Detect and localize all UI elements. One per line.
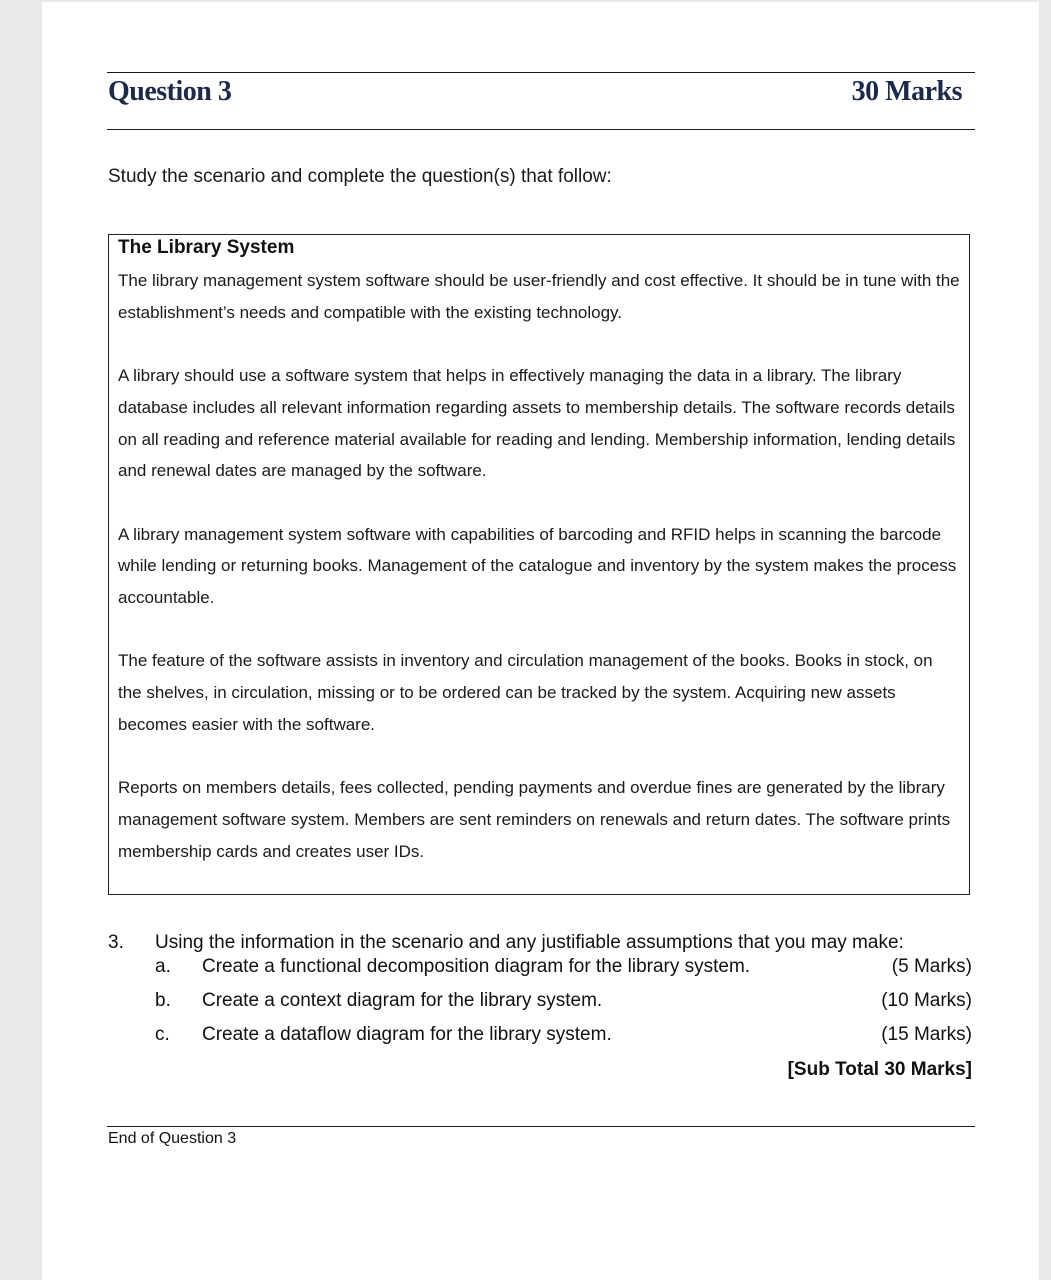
sub-question-text: Create a context diagram for the library system. xyxy=(202,990,603,1011)
sub-question-letter: c. xyxy=(155,1024,170,1045)
sub-question-text: Create a dataflow diagram for the library system. xyxy=(202,1024,612,1045)
question-title: Question 3 xyxy=(108,76,232,107)
instructions-text: Study the scenario and complete the question(s) that follow: xyxy=(108,166,612,187)
sub-question-a xyxy=(155,956,972,982)
scenario-paragraph: A library should use a software system that helps in effectively managing the data in a library. The library database includes all relevant information regarding assets to membership details. The software records details on all reading and reference material available for reading and lending. Membership information, lending details and renewal dates are managed by the software. xyxy=(118,366,956,481)
sub-question-marks: (10 Marks) xyxy=(881,990,972,1011)
end-of-question-note: End of Question 3 xyxy=(108,1130,237,1147)
header-bottom-rule xyxy=(107,129,975,130)
question-marks: 30 Marks xyxy=(851,76,962,107)
footer-rule xyxy=(107,1126,975,1127)
sub-question-text: Create a functional decomposition diagram for the library system. xyxy=(202,956,751,977)
sub-question-marks: (5 Marks) xyxy=(891,956,972,977)
sub-question-letter: a. xyxy=(155,956,171,977)
scenario-title: The Library System xyxy=(118,237,295,258)
document-page xyxy=(42,2,1039,1280)
question-number: 3. xyxy=(108,932,124,953)
sub-question-letter: b. xyxy=(155,990,171,1011)
sub-question-b xyxy=(155,990,972,1016)
scenario-paragraph: The feature of the software assists in inventory and circulation management of the books. Books in stock, on the shelves, in circulation, missing or to be ordered can be tracked by the system. Acquiring new assets becomes easier with the software. xyxy=(118,651,933,734)
scenario-paragraph: Reports on members details, fees collected, pending payments and overdue fines are generated by the library management software system. Members are sent reminders on renewals and return dates. The software prints membership cards and creates user IDs. xyxy=(118,778,951,861)
question-stem: Using the information in the scenario and any justifiable assumptions that you may make: xyxy=(155,932,904,953)
sub-question-c xyxy=(155,1024,972,1050)
scenario-box xyxy=(108,234,970,895)
header-top-rule xyxy=(107,72,975,73)
subtotal-marks: [Sub Total 30 Marks] xyxy=(787,1059,972,1080)
scenario-paragraph: The library management system software should be user-friendly and cost effective. It should be in tune with the establishment’s needs and compatible with the existing technology. xyxy=(118,271,960,322)
sub-question-marks: (15 Marks) xyxy=(881,1024,972,1045)
scenario-paragraph: A library management system software with capabilities of barcoding and RFID helps in scanning the barcode while lending or returning books. Management of the catalogue and inventory by the system makes the process accountable. xyxy=(118,524,957,607)
